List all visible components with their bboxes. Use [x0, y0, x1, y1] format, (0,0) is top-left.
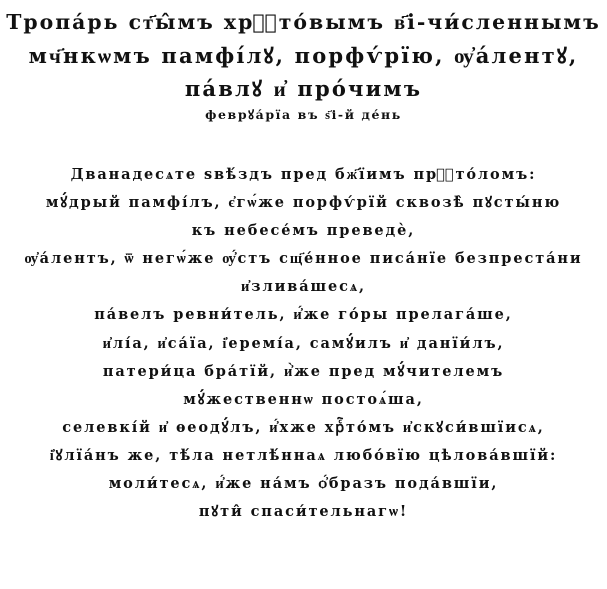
text-line: ѹ҆а́лентъ, ѿ негѡ́же ѹ҆́стъ сщ҃е́нное писа́нїе безпреста́ни	[24, 250, 583, 268]
title-line-2: мч҃нкѡмъ памфі́лꙋ, порфѵ́рїю, ѹ҆а́лентꙋ,	[28, 43, 579, 68]
troparion-text	[0, 161, 607, 526]
title-block	[0, 6, 607, 125]
text-line: мꙋ́дрый памфі́лъ, є҆гѡ́же порфѵ́рїй сквозѣ̀ пꙋсты́ню	[45, 194, 562, 212]
text-line: и҆злива́шесѧ,	[241, 278, 366, 296]
text-line: і҆ꙋлїа́нъ же, тѣ́ла нетлѣ́ннаѧ любо́вїю цѣлова́вшїй:	[49, 446, 558, 464]
text-line: па́велъ ревни́тель, и҆́же го́ры прелага́ше,	[94, 306, 513, 324]
text-line: патери́ца бра́тїй, и҆̀же пред мꙋ́чителемъ	[102, 362, 505, 380]
text-line: селевкі́й и҆ ѳеодꙋ́лъ, и҆́хже хрⷭ҇то́мъ и҆скꙋси́вшїисѧ,	[62, 418, 545, 436]
text-line: пꙋти̂ спаси́тельнагѡ!	[198, 503, 409, 521]
title-line-1: Тропа́рь ст҃ы̂мъ хрⷭ҇то́вымъ в҃і-чи́сленнымъ	[6, 10, 601, 34]
text-line: Дванадесѧте ѕвѣ́здъ пред бж҃їимъ прⷭ҇то́ломъ:	[70, 166, 537, 183]
feast-date: феврꙋа́рїа въ ѕ҃і-й де́нь	[205, 107, 402, 122]
text-line: мꙋ́жественнѡ постоѧ́ша,	[183, 390, 424, 408]
text-line: моли́тесѧ, и҆́же на́мъ ѻ҆́бразъ пода́вшїи,	[108, 475, 499, 493]
title-line-3: па́влꙋ и҆ про́чимъ	[184, 76, 423, 101]
text-line: къ небесе́мъ преведѐ,	[191, 222, 416, 240]
text-line: и҆лі́а, и҆са́їа, і҆еремі́а, самꙋ́илъ и҆ данїи́лъ,	[102, 334, 505, 352]
